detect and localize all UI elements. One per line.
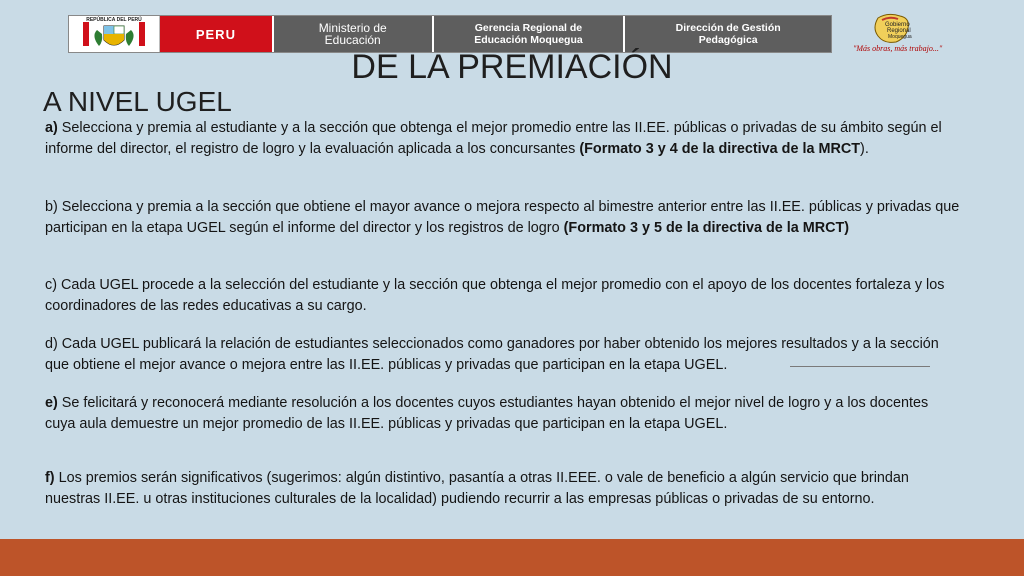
gerencia-line-1: Gerencia Regional de: [474, 22, 583, 34]
gerencia-line-2: Educación Moquegua: [474, 34, 583, 46]
paragraph-e-text: Se felicitará y reconocerá mediante resolución a los docentes cuyos estudiantes hayan obtenido el mejor nivel de logro y a los docentes cuya aula demuestre un mejor promedio de las II.EE. públicas y privadas que participan en la etapa UGEL.: [45, 395, 929, 432]
direccion-line-2: Pedagógica: [698, 34, 758, 46]
ministerio-line-1: Ministerio de: [318, 21, 387, 35]
paragraph-c-text: c) Cada UGEL procede a la selección del estudiante y la sección que obtenga el mejor promedio con el apoyo de los docentes fortaleza y los coordinadores de las redes educativas a su cargo.: [45, 277, 945, 314]
paragraph-a-marker: a): [45, 120, 58, 136]
paragraph-f-text: Los premios serán significativos (sugerimos: algún distintivo, pasantía a otras II.EEE. o vale de beneficio a algún servicio que brindan nuestras II.EE. u otras instituciones culturales de la localidad) pudiendo recurrir a las empresas públicas o privadas de su entorno.: [45, 470, 909, 507]
page-title: DE LA PREMIACIÓN: [351, 48, 673, 86]
paragraph-a-end: ).: [860, 141, 869, 157]
direccion-line-1: Dirección de Gestión: [675, 22, 781, 34]
paragraph-a-text: Selecciona y premia al estudiante y a la sección que obtenga el mejor promedio entre las II.EE. públicas o privadas de su ámbito según el informe del director, el registro de logro y la evaluación aplicada a los concursantes: [45, 120, 942, 157]
paragraph-c: [45, 275, 960, 317]
paragraph-f: [45, 468, 960, 510]
paragraph-e: [45, 393, 960, 435]
footer-bar: [0, 539, 1024, 576]
escudo-text: REPÚBLICA DEL PERÚ: [86, 17, 142, 23]
paragraph-b-text: b) Selecciona y premia a la sección que obtiene el mayor avance o mejora respecto al bimestre anterior entre las II.EE. públicas y privadas que participan en la etapa UGEL según el informe del director y los registros de logro: [45, 199, 960, 236]
paragraph-e-marker: e): [45, 395, 58, 411]
paragraph-d: [45, 334, 960, 376]
gobierno-logo-text-1: Gobierno: [885, 22, 910, 28]
paragraph-d-text: d) Cada UGEL publicará la relación de estudiantes seleccionados como ganadores por haber obtenido los mejores resultados y a la sección que obtiene el mejor avance o mejora entre las II.EE. públicas y privadas que participan en la etapa UGEL.: [45, 336, 939, 373]
divider-line: [790, 366, 930, 367]
gobierno-logo-text-3: Moquegua: [888, 34, 912, 40]
ministerio-line-2: Educación: [324, 33, 381, 47]
paragraph-f-marker: f): [45, 470, 55, 486]
gobierno-slogan: "Más obras, más trabajo...": [853, 44, 943, 53]
peru-label: PERU: [160, 16, 272, 52]
paragraph-b-bold: (Formato 3 y 5 de la directiva de la MRCT): [563, 220, 850, 236]
gobierno-logo-text-2: Regional: [887, 28, 911, 34]
paragraph-a: [45, 118, 960, 160]
section-subtitle: A NIVEL UGEL: [43, 86, 232, 117]
paragraph-b: [45, 197, 960, 239]
paragraph-a-bold: (Formato 3 y 4 de la directiva de la MRCT: [579, 141, 861, 157]
